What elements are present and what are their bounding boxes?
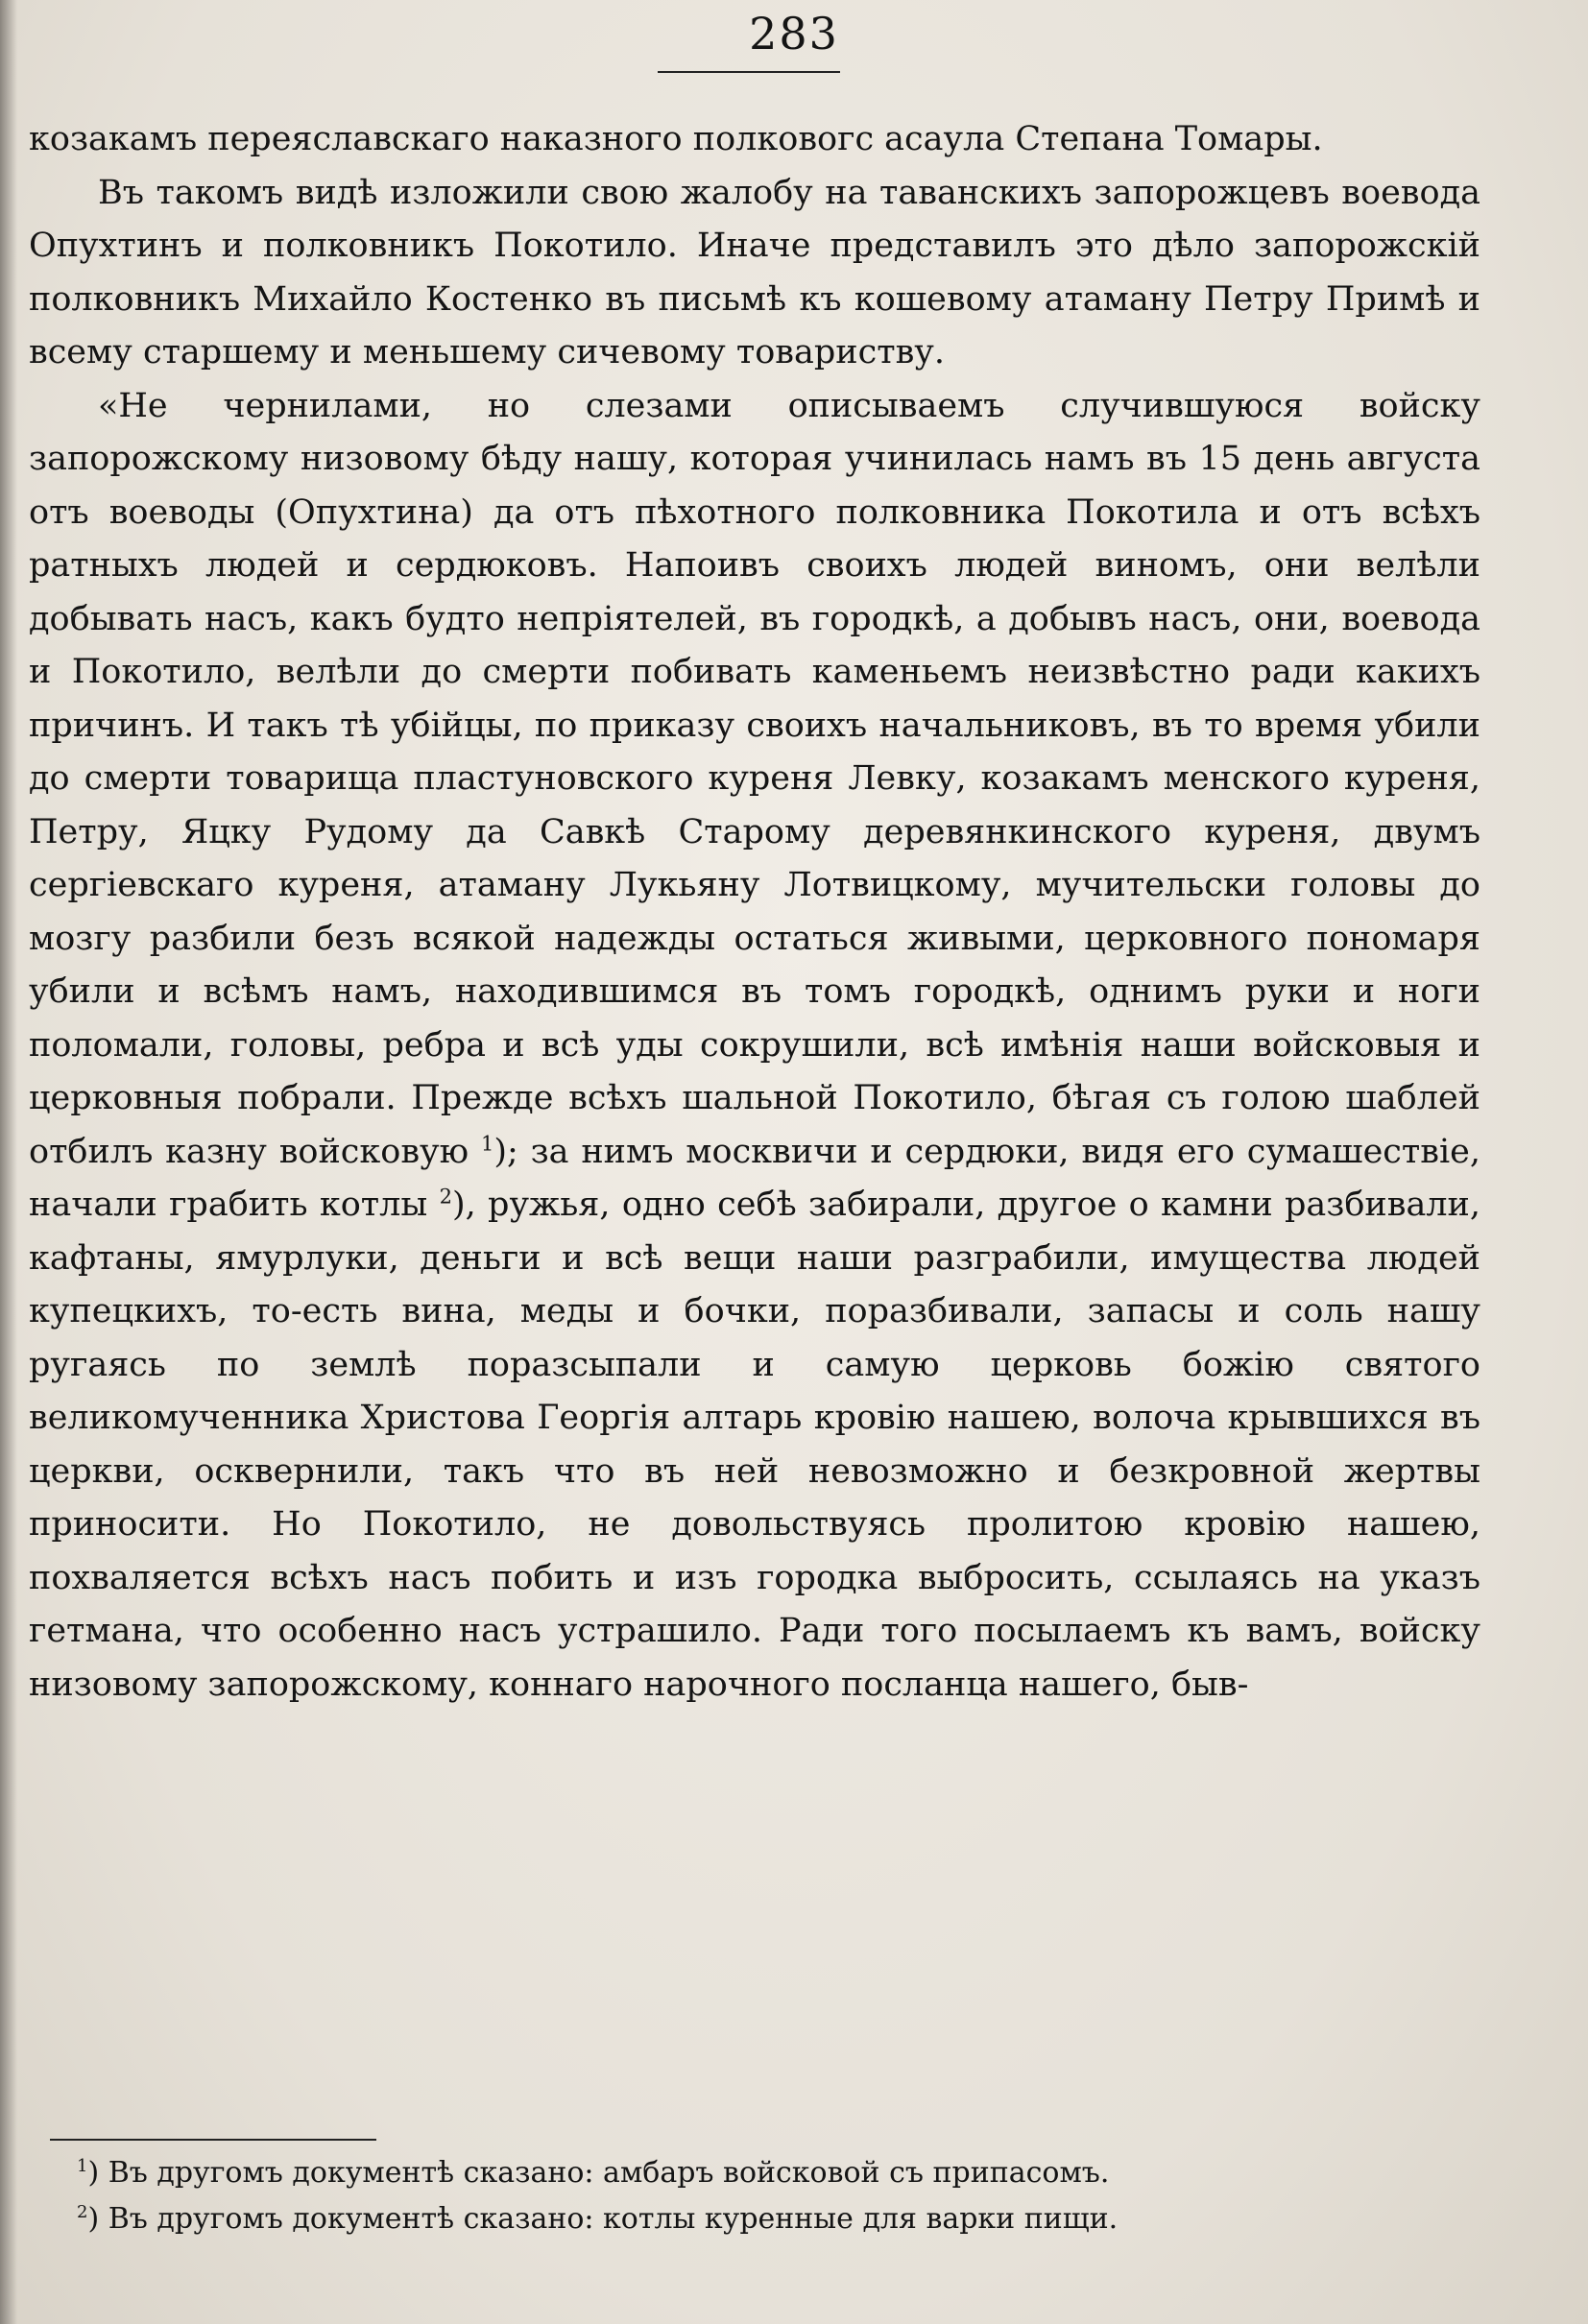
body-text [29,113,1480,1712]
paragraph-3-part-1: «Не чернилами, но слезами описываемъ случившуюся войску запорожскому низовому бѣду нашу, которая учинилась намъ въ 15 день августа отъ воеводы (Опухтина) да отъ пѣхотного полковника Покотила и отъ всѣхъ ратныхъ людей и сердюковъ. Напоивъ своихъ людей виномъ, они велѣли добывать насъ, какъ будто непріятелей, въ городкѣ, а добывъ насъ, они, воевода и Покотило, велѣли до смерти побивать каменьемъ неизвѣстно ради какихъ причинъ. И такъ тѣ убійцы, по приказу своихъ начальниковъ, въ то время убили до смерти товарища пластуновского куреня Левку, козакамъ менского куреня, Петру, Яцку Рудому да Савкѣ Старому деревянкинского куреня, двумъ сергіевскаго куреня, атаману Лукьяну Лотвицкому, мучительски головы до мозгу разбили безъ всякой надежды остаться живыми, церковного пономаря убили и всѣмъ намъ, находившимся въ томъ городкѣ, однимъ руки и ноги поломали, головы, ребра и всѣ уды сокрушили, всѣ имѣнія наши войсковыя и церковныя побрали. Прежде всѣхъ шальной Покотило, бѣгая съ голою шаблей отбилъ казну войсковую [29,386,1480,1171]
header-rule [658,71,840,73]
footnote-2 [77,2196,1459,2242]
footnote-marker-1: 1 [77,2156,88,2176]
footnote-1 [77,2150,1459,2196]
paragraph-3 [29,380,1480,1713]
paragraph-2: Въ такомъ видѣ изложили свою жалобу на таванскихъ запорожцевъ воевода Опухтинъ и полковникъ Покотило. Иначе представилъ это дѣло запорожскій полковникъ Михайло Костенко въ письмѣ къ кошевому атаману Петру Примѣ и всему старшему и меньшему сичевому товариству. [29,173,1480,371]
paragraph-3-part-2: ); за нимъ москвичи и сердюки, видя его сумашествіе, начали грабить котлы [29,1132,1480,1224]
page-number: 283 [749,8,839,60]
paragraph-1: козакамъ переяславскаго наказного полковогс асаула Степана Томары. [29,120,1323,158]
footnotes [77,2150,1459,2242]
footnote-rule [50,2139,376,2141]
page-gutter-shadow [0,0,17,2324]
paragraph-3-part-3: ), ружья, одно себѣ забирали, другое о камни разбивали, кафтаны, ямурлуки, деньги и всѣ вещи наши разграбили, имущества людей купецкихъ, то-есть вина, меды и бочки, поразбивали, запасы и соль нашу ругаясь по землѣ поразсыпали и самую церковь божію святого великомученника Христова Георгія алтарь кровію нашею, волоча крывшихся въ церкви, осквернили, такъ что въ ней невозможно и безкровной жертвы приносити. Но Покотило, не довольствуясь пролитою кровію нашею, похваляется всѣхъ насъ побить и изъ городка выбросить, ссылаясь на указъ гетмана, что особенно насъ устрашило. Ради того посылаемъ къ вамъ, войску низовому запорожскому, коннаго нарочного посланца нашего, быв- [29,1186,1480,1704]
footnote-text-2: ) Въ другомъ документѣ сказано: котлы куренные для варки пищи. [87,2202,1119,2236]
footnote-marker-2: 2 [77,2202,88,2222]
footnote-text-1: ) Въ другомъ документѣ сказано: амбаръ войсковой съ припасомъ. [87,2156,1110,2190]
footnote-ref-1: 1 [480,1131,494,1155]
footnote-ref-2: 2 [439,1185,452,1209]
